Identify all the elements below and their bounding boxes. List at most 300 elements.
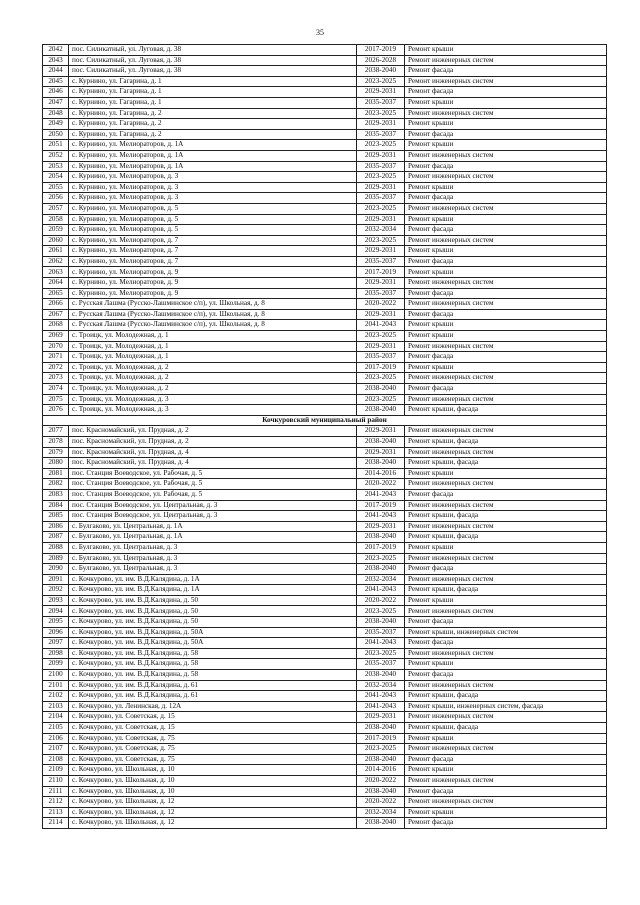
address-cell: с. Булгаково, ул. Центральная, д. 3 <box>69 542 357 553</box>
table-row <box>43 256 607 267</box>
table-row <box>43 648 607 659</box>
period-cell: 2035-2037 <box>357 97 405 108</box>
period-cell: 2038-2040 <box>357 754 405 765</box>
row-number-cell: 2054 <box>43 172 69 183</box>
period-cell: 2029-2031 <box>357 278 405 289</box>
work-type-cell: Ремонт крыши, фасада <box>405 585 607 596</box>
row-number-cell: 2097 <box>43 638 69 649</box>
row-number-cell: 2082 <box>43 479 69 490</box>
address-cell: с. Троицк, ул. Молодежная, д. 3 <box>69 394 357 405</box>
address-cell: с. Кочкурово, ул. им. В.Д.Калядина, д. 1А <box>69 574 357 585</box>
row-number-cell: 2083 <box>43 489 69 500</box>
work-type-cell: Ремонт инженерных систем <box>405 76 607 87</box>
table-row <box>43 818 607 829</box>
row-number-cell: 2046 <box>43 87 69 98</box>
period-cell: 2029-2031 <box>357 447 405 458</box>
address-cell: с. Курнино, ул. Мелиораторов, д. 1А <box>69 150 357 161</box>
table-row <box>43 214 607 225</box>
work-type-cell: Ремонт фасада <box>405 87 607 98</box>
work-type-cell: Ремонт инженерных систем <box>405 553 607 564</box>
row-number-cell: 2066 <box>43 299 69 310</box>
period-cell: 2041-2043 <box>357 691 405 702</box>
row-number-cell: 2047 <box>43 97 69 108</box>
period-cell: 2020-2022 <box>357 797 405 808</box>
period-cell: 2029-2031 <box>357 521 405 532</box>
work-type-cell: Ремонт инженерных систем <box>405 426 607 437</box>
work-type-cell: Ремонт инженерных систем <box>405 235 607 246</box>
table-row <box>43 320 607 331</box>
address-cell: с. Троицк, ул. Молодежная, д. 1 <box>69 331 357 342</box>
work-type-cell: Ремонт крыши, фасада <box>405 723 607 734</box>
table-row <box>43 246 607 257</box>
period-cell: 2038-2040 <box>357 617 405 628</box>
work-type-cell: Ремонт инженерных систем <box>405 373 607 384</box>
row-number-cell: 2108 <box>43 754 69 765</box>
address-cell: пос. Станция Воеводское, ул. Центральная, д. 3 <box>69 500 357 511</box>
address-cell: с. Курнино, ул. Мелиораторов, д. 9 <box>69 288 357 299</box>
table-row <box>43 193 607 204</box>
table-row <box>43 108 607 119</box>
row-number-cell: 2104 <box>43 712 69 723</box>
row-number-cell: 2089 <box>43 553 69 564</box>
row-number-cell: 2058 <box>43 214 69 225</box>
row-number-cell: 2093 <box>43 595 69 606</box>
address-cell: с. Кочкурово, ул. Советская, д. 75 <box>69 744 357 755</box>
row-number-cell: 2053 <box>43 161 69 172</box>
row-number-cell: 2044 <box>43 66 69 77</box>
repair-schedule-table <box>42 44 607 829</box>
table-row <box>43 352 607 363</box>
period-cell: 2020-2022 <box>357 595 405 606</box>
period-cell: 2032-2034 <box>357 680 405 691</box>
row-number-cell: 2103 <box>43 701 69 712</box>
address-cell: с. Кочкурово, ул. им. В.Д.Калядина, д. 61 <box>69 691 357 702</box>
period-cell: 2038-2040 <box>357 405 405 416</box>
row-number-cell: 2114 <box>43 818 69 829</box>
table-row <box>43 182 607 193</box>
table-row <box>43 775 607 786</box>
work-type-cell: Ремонт крыши <box>405 807 607 818</box>
row-number-cell: 2105 <box>43 723 69 734</box>
period-cell: 2038-2040 <box>357 818 405 829</box>
address-cell: пос. Красномайский, ул. Прудная, д. 2 <box>69 426 357 437</box>
period-cell: 2020-2022 <box>357 775 405 786</box>
address-cell: с. Булгаково, ул. Центральная, д. 3 <box>69 564 357 575</box>
work-type-cell: Ремонт фасада <box>405 309 607 320</box>
address-cell: пос. Красномайский, ул. Прудная, д. 2 <box>69 436 357 447</box>
row-number-cell: 2078 <box>43 436 69 447</box>
address-cell: с. Курнино, ул. Мелиораторов, д. 5 <box>69 225 357 236</box>
address-cell: пос. Станция Воеводское, ул. Рабочая, д. 5 <box>69 489 357 500</box>
table-row <box>43 553 607 564</box>
address-cell: пос. Силикатный, ул. Луговая, д. 38 <box>69 55 357 66</box>
period-cell: 2035-2037 <box>357 352 405 363</box>
row-number-cell: 2102 <box>43 691 69 702</box>
table-row <box>43 436 607 447</box>
period-cell: 2038-2040 <box>357 564 405 575</box>
period-cell: 2017-2019 <box>357 733 405 744</box>
table-row <box>43 267 607 278</box>
period-cell: 2023-2025 <box>357 172 405 183</box>
work-type-cell: Ремонт фасада <box>405 225 607 236</box>
address-cell: с. Троицк, ул. Молодежная, д. 2 <box>69 373 357 384</box>
period-cell: 2029-2031 <box>357 150 405 161</box>
table-row <box>43 521 607 532</box>
work-type-cell: Ремонт крыши <box>405 246 607 257</box>
row-number-cell: 2100 <box>43 670 69 681</box>
work-type-cell: Ремонт инженерных систем <box>405 278 607 289</box>
period-cell: 2017-2019 <box>357 45 405 56</box>
table-body-bottom <box>43 426 607 829</box>
address-cell: с. Курнино, ул. Гагарина, д. 2 <box>69 108 357 119</box>
work-type-cell: Ремонт крыши <box>405 765 607 776</box>
table-row <box>43 680 607 691</box>
work-type-cell: Ремонт инженерных систем <box>405 744 607 755</box>
work-type-cell: Ремонт фасада <box>405 489 607 500</box>
address-cell: с. Курнино, ул. Гагарина, д. 2 <box>69 119 357 130</box>
period-cell: 2017-2019 <box>357 542 405 553</box>
period-cell: 2035-2037 <box>357 659 405 670</box>
address-cell: с. Курнино, ул. Мелиораторов, д. 1А <box>69 161 357 172</box>
address-cell: с. Кочкурово, ул. им. В.Д.Калядина, д. 50 <box>69 617 357 628</box>
section-heading-row <box>43 415 607 426</box>
address-cell: с. Кочкурово, ул. им. В.Д.Калядина, д. 50А <box>69 638 357 649</box>
period-cell: 2020-2022 <box>357 299 405 310</box>
row-number-cell: 2043 <box>43 55 69 66</box>
period-cell: 2038-2040 <box>357 384 405 395</box>
work-type-cell: Ремонт крыши, фасада <box>405 532 607 543</box>
repair-schedule-table-wrap <box>42 44 606 829</box>
work-type-cell: Ремонт инженерных систем <box>405 172 607 183</box>
table-row <box>43 744 607 755</box>
work-type-cell: Ремонт крыши <box>405 182 607 193</box>
period-cell: 2041-2043 <box>357 320 405 331</box>
period-cell: 2038-2040 <box>357 66 405 77</box>
work-type-cell: Ремонт крыши <box>405 331 607 342</box>
address-cell: с. Булгаково, ул. Центральная, д. 3 <box>69 553 357 564</box>
period-cell: 2023-2025 <box>357 76 405 87</box>
period-cell: 2032-2034 <box>357 574 405 585</box>
table-row <box>43 405 607 416</box>
period-cell: 2017-2019 <box>357 362 405 373</box>
address-cell: с. Курнино, ул. Мелиораторов, д. 3 <box>69 193 357 204</box>
work-type-cell: Ремонт инженерных систем <box>405 574 607 585</box>
row-number-cell: 2052 <box>43 150 69 161</box>
address-cell: с. Троицк, ул. Молодежная, д. 1 <box>69 352 357 363</box>
address-cell: с. Кочкурово, ул. им. В.Д.Калядина, д. 1А <box>69 585 357 596</box>
period-cell: 2023-2025 <box>357 606 405 617</box>
row-number-cell: 2096 <box>43 627 69 638</box>
row-number-cell: 2071 <box>43 352 69 363</box>
table-row <box>43 97 607 108</box>
period-cell: 2029-2031 <box>357 87 405 98</box>
row-number-cell: 2101 <box>43 680 69 691</box>
period-cell: 2026-2028 <box>357 55 405 66</box>
period-cell: 2041-2043 <box>357 489 405 500</box>
period-cell: 2023-2025 <box>357 373 405 384</box>
row-number-cell: 2057 <box>43 203 69 214</box>
period-cell: 2023-2025 <box>357 235 405 246</box>
work-type-cell: Ремонт фасада <box>405 754 607 765</box>
table-row <box>43 595 607 606</box>
work-type-cell: Ремонт инженерных систем <box>405 648 607 659</box>
table-row <box>43 670 607 681</box>
table-row <box>43 468 607 479</box>
period-cell: 2038-2040 <box>357 670 405 681</box>
table-row <box>43 733 607 744</box>
table-row <box>43 129 607 140</box>
address-cell: с. Кочкурово, ул. им. В.Д.Калядина, д. 50 <box>69 606 357 617</box>
row-number-cell: 2069 <box>43 331 69 342</box>
address-cell: с. Курнино, ул. Мелиораторов, д. 9 <box>69 267 357 278</box>
work-type-cell: Ремонт крыши <box>405 97 607 108</box>
work-type-cell: Ремонт крыши <box>405 267 607 278</box>
address-cell: пос. Станция Воеводское, ул. Центральная, д. 3 <box>69 511 357 522</box>
table-row <box>43 140 607 151</box>
period-cell: 2035-2037 <box>357 193 405 204</box>
row-number-cell: 2048 <box>43 108 69 119</box>
table-row <box>43 479 607 490</box>
row-number-cell: 2094 <box>43 606 69 617</box>
work-type-cell: Ремонт фасада <box>405 161 607 172</box>
address-cell: с. Курнино, ул. Мелиораторов, д. 7 <box>69 235 357 246</box>
table-row <box>43 331 607 342</box>
work-type-cell: Ремонт инженерных систем <box>405 521 607 532</box>
period-cell: 2023-2025 <box>357 648 405 659</box>
period-cell: 2023-2025 <box>357 394 405 405</box>
address-cell: с. Курнино, ул. Мелиораторов, д. 7 <box>69 246 357 257</box>
work-type-cell: Ремонт крыши, фасада <box>405 691 607 702</box>
address-cell: с. Курнино, ул. Гагарина, д. 1 <box>69 76 357 87</box>
row-number-cell: 2095 <box>43 617 69 628</box>
work-type-cell: Ремонт фасада <box>405 670 607 681</box>
work-type-cell: Ремонт крыши <box>405 140 607 151</box>
row-number-cell: 2074 <box>43 384 69 395</box>
work-type-cell: Ремонт крыши <box>405 214 607 225</box>
period-cell: 2041-2043 <box>357 511 405 522</box>
work-type-cell: Ремонт инженерных систем <box>405 203 607 214</box>
work-type-cell: Ремонт инженерных систем <box>405 394 607 405</box>
table-row <box>43 119 607 130</box>
row-number-cell: 2051 <box>43 140 69 151</box>
period-cell: 2023-2025 <box>357 108 405 119</box>
row-number-cell: 2091 <box>43 574 69 585</box>
table-row <box>43 447 607 458</box>
row-number-cell: 2077 <box>43 426 69 437</box>
address-cell: с. Троицк, ул. Молодежная, д. 2 <box>69 384 357 395</box>
table-row <box>43 458 607 469</box>
work-type-cell: Ремонт крыши <box>405 468 607 479</box>
table-row <box>43 362 607 373</box>
table-row <box>43 701 607 712</box>
table-row <box>43 76 607 87</box>
table-row <box>43 87 607 98</box>
work-type-cell: Ремонт крыши, фасада <box>405 458 607 469</box>
period-cell: 2038-2040 <box>357 723 405 734</box>
address-cell: с. Курнино, ул. Гагарина, д. 2 <box>69 129 357 140</box>
period-cell: 2038-2040 <box>357 786 405 797</box>
address-cell: с. Курнино, ул. Мелиораторов, д. 1А <box>69 140 357 151</box>
period-cell: 2032-2034 <box>357 807 405 818</box>
row-number-cell: 2062 <box>43 256 69 267</box>
table-row <box>43 172 607 183</box>
address-cell: с. Троицк, ул. Молодежная, д. 3 <box>69 405 357 416</box>
table-row <box>43 225 607 236</box>
work-type-cell: Ремонт крыши, инженерных систем, фасада <box>405 701 607 712</box>
address-cell: с. Троицк, ул. Молодежная, д. 2 <box>69 362 357 373</box>
period-cell: 2029-2031 <box>357 309 405 320</box>
section-heading: Кочкуровский муниципальный район <box>43 415 607 426</box>
row-number-cell: 2090 <box>43 564 69 575</box>
row-number-cell: 2086 <box>43 521 69 532</box>
address-cell: пос. Станция Воеводское, ул. Рабочая, д. 5 <box>69 479 357 490</box>
table-row <box>43 606 607 617</box>
table-row <box>43 797 607 808</box>
table-row <box>43 384 607 395</box>
work-type-cell: Ремонт инженерных систем <box>405 775 607 786</box>
period-cell: 2035-2037 <box>357 288 405 299</box>
table-row <box>43 659 607 670</box>
row-number-cell: 2049 <box>43 119 69 130</box>
period-cell: 2029-2031 <box>357 246 405 257</box>
period-cell: 2035-2037 <box>357 627 405 638</box>
row-number-cell: 2072 <box>43 362 69 373</box>
work-type-cell: Ремонт инженерных систем <box>405 55 607 66</box>
work-type-cell: Ремонт инженерных систем <box>405 341 607 352</box>
row-number-cell: 2084 <box>43 500 69 511</box>
address-cell: пос. Красномайский, ул. Прудная, д. 4 <box>69 447 357 458</box>
table-row <box>43 309 607 320</box>
table-row <box>43 691 607 702</box>
row-number-cell: 2056 <box>43 193 69 204</box>
address-cell: с. Троицк, ул. Молодежная, д. 1 <box>69 341 357 352</box>
row-number-cell: 2088 <box>43 542 69 553</box>
row-number-cell: 2068 <box>43 320 69 331</box>
row-number-cell: 2065 <box>43 288 69 299</box>
address-cell: с. Кочкурово, ул. Школьная, д. 12 <box>69 818 357 829</box>
work-type-cell: Ремонт крыши <box>405 362 607 373</box>
work-type-cell: Ремонт фасада <box>405 786 607 797</box>
address-cell: с. Кочкурово, ул. Ленинская, д. 12А <box>69 701 357 712</box>
row-number-cell: 2085 <box>43 511 69 522</box>
period-cell: 2023-2025 <box>357 744 405 755</box>
table-body-top <box>43 45 607 416</box>
period-cell: 2023-2025 <box>357 140 405 151</box>
work-type-cell: Ремонт крыши, фасада <box>405 511 607 522</box>
period-cell: 2035-2037 <box>357 256 405 267</box>
address-cell: с. Курнино, ул. Мелиораторов, д. 7 <box>69 256 357 267</box>
table-row <box>43 532 607 543</box>
table-row <box>43 150 607 161</box>
address-cell: с. Курнино, ул. Мелиораторов, д. 5 <box>69 203 357 214</box>
work-type-cell: Ремонт фасада <box>405 288 607 299</box>
row-number-cell: 2087 <box>43 532 69 543</box>
address-cell: с. Кочкурово, ул. Школьная, д. 10 <box>69 765 357 776</box>
table-row <box>43 288 607 299</box>
work-type-cell: Ремонт крыши <box>405 542 607 553</box>
table-row <box>43 627 607 638</box>
address-cell: с. Русская Лашма (Русско-Лашминское с/п), ул. Школьная, д. 8 <box>69 299 357 310</box>
period-cell: 2038-2040 <box>357 458 405 469</box>
work-type-cell: Ремонт крыши <box>405 595 607 606</box>
row-number-cell: 2106 <box>43 733 69 744</box>
table-row <box>43 394 607 405</box>
row-number-cell: 2070 <box>43 341 69 352</box>
row-number-cell: 2061 <box>43 246 69 257</box>
address-cell: с. Кочкурово, ул. им. В.Д.Калядина, д. 58 <box>69 659 357 670</box>
period-cell: 2023-2025 <box>357 553 405 564</box>
table-row <box>43 786 607 797</box>
period-cell: 2023-2025 <box>357 203 405 214</box>
table-row <box>43 235 607 246</box>
address-cell: с. Курнино, ул. Мелиораторов, д. 9 <box>69 278 357 289</box>
table-row <box>43 807 607 818</box>
table-row <box>43 500 607 511</box>
row-number-cell: 2113 <box>43 807 69 818</box>
work-type-cell: Ремонт фасада <box>405 129 607 140</box>
address-cell: с. Кочкурово, ул. Школьная, д. 10 <box>69 786 357 797</box>
period-cell: 2029-2031 <box>357 214 405 225</box>
address-cell: с. Булгаково, ул. Центральная, д. 1А <box>69 532 357 543</box>
work-type-cell: Ремонт фасада <box>405 617 607 628</box>
period-cell: 2041-2043 <box>357 638 405 649</box>
table-row <box>43 278 607 289</box>
work-type-cell: Ремонт фасада <box>405 256 607 267</box>
table-row <box>43 723 607 734</box>
row-number-cell: 2076 <box>43 405 69 416</box>
period-cell: 2023-2025 <box>357 331 405 342</box>
row-number-cell: 2081 <box>43 468 69 479</box>
work-type-cell: Ремонт крыши <box>405 45 607 56</box>
work-type-cell: Ремонт крыши, фасада <box>405 405 607 416</box>
row-number-cell: 2092 <box>43 585 69 596</box>
address-cell: с. Русская Лашма (Русско-Лашминское с/п), ул. Школьная, д. 8 <box>69 309 357 320</box>
period-cell: 2035-2037 <box>357 161 405 172</box>
table-row <box>43 373 607 384</box>
table-row <box>43 55 607 66</box>
row-number-cell: 2073 <box>43 373 69 384</box>
row-number-cell: 2045 <box>43 76 69 87</box>
period-cell: 2020-2022 <box>357 479 405 490</box>
address-cell: с. Кочкурово, ул. Советская, д. 15 <box>69 712 357 723</box>
address-cell: с. Курнино, ул. Гагарина, д. 1 <box>69 87 357 98</box>
address-cell: с. Кочкурово, ул. Школьная, д. 12 <box>69 807 357 818</box>
work-type-cell: Ремонт инженерных систем <box>405 797 607 808</box>
row-number-cell: 2080 <box>43 458 69 469</box>
address-cell: с. Кочкурово, ул. им. В.Д.Калядина, д. 61 <box>69 680 357 691</box>
row-number-cell: 2050 <box>43 129 69 140</box>
table-row <box>43 564 607 575</box>
period-cell: 2038-2040 <box>357 532 405 543</box>
table-row <box>43 617 607 628</box>
table-row <box>43 426 607 437</box>
work-type-cell: Ремонт крыши <box>405 733 607 744</box>
row-number-cell: 2042 <box>43 45 69 56</box>
row-number-cell: 2067 <box>43 309 69 320</box>
address-cell: пос. Силикатный, ул. Луговая, д. 38 <box>69 66 357 77</box>
row-number-cell: 2099 <box>43 659 69 670</box>
work-type-cell: Ремонт фасада <box>405 193 607 204</box>
row-number-cell: 2111 <box>43 786 69 797</box>
table-row <box>43 542 607 553</box>
period-cell: 2014-2016 <box>357 468 405 479</box>
table-row <box>43 203 607 214</box>
table-row <box>43 45 607 56</box>
address-cell: пос. Красномайский, ул. Прудная, д. 4 <box>69 458 357 469</box>
period-cell: 2029-2031 <box>357 426 405 437</box>
address-cell: с. Курнино, ул. Мелиораторов, д. 5 <box>69 214 357 225</box>
section-heading-row-group <box>43 415 607 426</box>
